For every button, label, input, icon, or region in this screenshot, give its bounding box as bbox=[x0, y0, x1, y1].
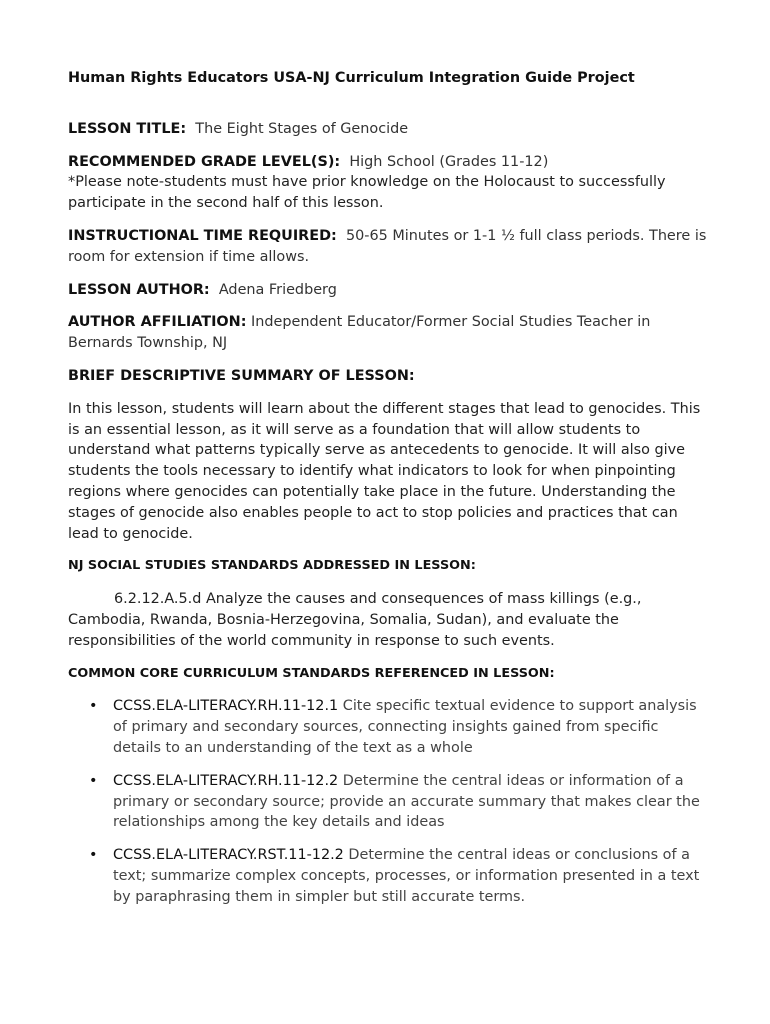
lesson-title-field bbox=[68, 119, 708, 140]
document-title: Human Rights Educators USA-NJ Curriculum Integration Guide Project bbox=[68, 70, 635, 86]
bullet-icon: • bbox=[89, 772, 98, 789]
standard-description: Determine the central ideas or conclusions of a text; summarize complex concepts, processes, or information presented in a text by paraphrasing them in simpler but still accurate terms. bbox=[113, 847, 700, 905]
grade-level-note: *Please note-students must have prior knowledge on the Holocaust to successfully participate in the second half of this lesson. bbox=[68, 174, 666, 212]
summary-heading: BRIEF DESCRIPTIVE SUMMARY OF LESSON: bbox=[68, 367, 415, 384]
list-item bbox=[68, 696, 708, 758]
lesson-author-value: Adena Friedberg bbox=[218, 281, 337, 298]
instructional-time-label: INSTRUCTIONAL TIME REQUIRED: bbox=[68, 227, 337, 244]
grade-level-field bbox=[68, 152, 708, 214]
common-core-heading: COMMON CORE CURRICULUM STANDARDS REFERENCED IN LESSON: bbox=[68, 665, 555, 681]
lesson-title-value: The Eight Stages of Genocide bbox=[195, 120, 409, 137]
summary-text: In this lesson, students will learn about the different stages that lead to genocides. This is an essential lesson, as it will serve as a foundation that will allow students to understand what patterns typically serve as antecedents to genocide. It will also give students the tools necessary to identify what indicators to look for when pinpointing regions where genocides can potentially take place in the future. Understanding the stages of genocide also enables people to act to stop policies and practices that can lead to genocide. bbox=[68, 400, 701, 542]
standard-code: CCSS.ELA-LITERACY.RST.11-12.2 bbox=[113, 847, 344, 864]
lesson-author-label: LESSON AUTHOR: bbox=[68, 281, 210, 298]
lesson-author-field bbox=[68, 280, 708, 301]
standard-code: CCSS.ELA-LITERACY.RH.11-12.2 bbox=[113, 772, 339, 789]
list-item bbox=[68, 845, 708, 907]
grade-level-label: RECOMMENDED GRADE LEVEL(S): bbox=[68, 153, 341, 170]
grade-level-value: High School (Grades 11-12) bbox=[349, 153, 549, 170]
bullet-icon: • bbox=[89, 698, 98, 715]
common-core-list bbox=[68, 696, 708, 907]
author-affiliation-value: Independent Educator/Former Social Studies Teacher in Bernards Township, NJ bbox=[68, 314, 651, 352]
bullet-icon: • bbox=[89, 847, 98, 864]
author-affiliation-field bbox=[68, 312, 708, 354]
nj-standard-text: 6.2.12.A.5.d Analyze the causes and consequences of mass killings (e.g., Cambodia, Rwanda, Bosnia-Herzegovina, Somalia, Sudan), and evaluate the responsibilities of the world community in response to such events. bbox=[68, 591, 642, 649]
standard-description: Cite specific textual evidence to support analysis of primary and secondary sources, connecting insights gained from specific details to an understanding of the text as a whole bbox=[113, 698, 697, 756]
document-page bbox=[68, 68, 708, 920]
lesson-title-label: LESSON TITLE: bbox=[68, 120, 187, 137]
instructional-time-value: 50-65 Minutes or 1-1 ½ full class periods. There is room for extension if time allows. bbox=[68, 227, 707, 265]
nj-standards-heading: NJ SOCIAL STUDIES STANDARDS ADDRESSED IN LESSON: bbox=[68, 558, 476, 574]
author-affiliation-label: AUTHOR AFFILIATION: bbox=[68, 314, 247, 331]
standard-code: CCSS.ELA-LITERACY.RH.11-12.1 bbox=[113, 698, 339, 715]
list-item bbox=[68, 771, 708, 833]
standard-description: Determine the central ideas or information of a primary or secondary source; provide an accurate summary that makes clear the relationships among the key details and ideas bbox=[113, 772, 700, 831]
instructional-time-field bbox=[68, 226, 708, 268]
